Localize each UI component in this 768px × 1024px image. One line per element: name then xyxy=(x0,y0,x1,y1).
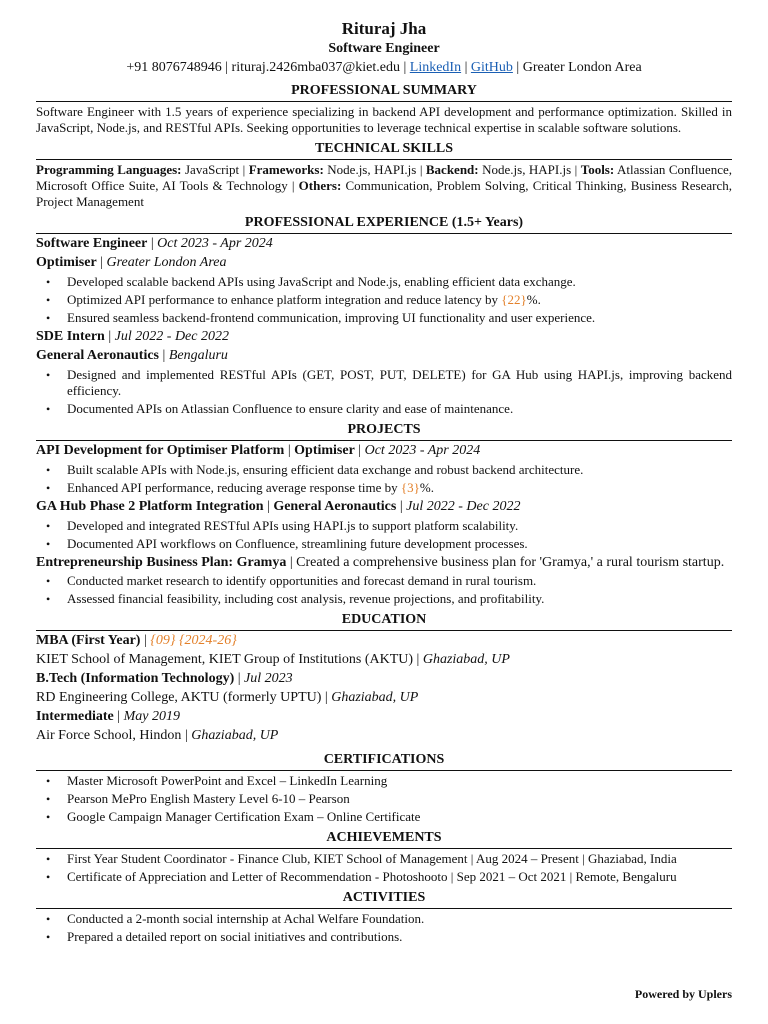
powered-by-footer: Powered by Uplers xyxy=(634,987,732,1001)
skill-label: Others: xyxy=(298,178,342,193)
list-item: • Documented APIs on Atlassian Confluence to ensure clarity and ease of maintenance. xyxy=(67,401,732,417)
section-heading-activities: ACTIVITIES xyxy=(36,889,732,909)
activity-list xyxy=(36,911,732,945)
project-org: General Aeronautics xyxy=(273,499,397,514)
list-item: • First Year Student Coordinator - Finance Club, KIET School of Management | Aug 2024 – Present | Ghaziabad, India xyxy=(67,851,732,867)
job-dates: Oct 2023 - Apr 2024 xyxy=(157,236,273,251)
project-title: Entrepreneurship Business Plan: Gramya xyxy=(36,555,287,570)
job-role: Software Engineer xyxy=(36,236,148,251)
job-location: Greater London Area xyxy=(106,255,227,270)
list-item: • Developed scalable backend APIs using JavaScript and Node.js, enabling efficient data exchange. xyxy=(67,274,732,290)
project-header: API Development for Optimiser Platform | Optimiser | Oct 2023 - Apr 2024 xyxy=(36,443,481,458)
bullet-text: %. xyxy=(419,480,434,495)
project-bullets xyxy=(36,518,732,552)
location: Greater London Area xyxy=(522,60,642,75)
resume-page xyxy=(36,18,732,947)
skill-value: JavaScript xyxy=(185,162,240,177)
list-item: • Designed and implemented RESTful APIs (GET, POST, PUT, DELETE) for GA Hub using HAPI.js, improving backend efficiency. xyxy=(67,367,732,399)
list-item: • Certificate of Appreciation and Letter of Recommendation - Photoshooto | Sep 2021 – Oct 2021 | Remote, Bengaluru xyxy=(67,869,732,885)
section-heading-achievements: ACHIEVEMENTS xyxy=(36,829,732,849)
list-item: • Developed and integrated RESTful APIs using HAPI.js to support platform scalability. xyxy=(67,518,732,534)
project-bullets xyxy=(36,462,732,496)
linkedin-link[interactable]: LinkedIn xyxy=(409,60,462,75)
list-item: • Assessed financial feasibility, including cost analysis, revenue projections, and profitability. xyxy=(67,591,732,607)
job-header: SDE Intern | Jul 2022 - Dec 2022 xyxy=(36,329,229,344)
list-item: • Conducted a 2-month social internship at Achal Welfare Foundation. xyxy=(67,911,732,927)
bullet-text: Enhanced API performance, reducing average response time by xyxy=(67,480,401,495)
degree: B.Tech (Information Technology) xyxy=(36,671,235,686)
education-school-line: KIET School of Management, KIET Group of Institutions (AKTU) | Ghaziabad, UP xyxy=(36,652,510,667)
education-header: MBA (First Year) | {09} {2024-26} xyxy=(36,633,237,648)
school-name: KIET School of Management, KIET Group of Institutions (AKTU) xyxy=(36,652,414,667)
job-bullets xyxy=(36,367,732,417)
placeholder-value: {3} xyxy=(400,480,420,495)
summary-text: Software Engineer with 1.5 years of experience specializing in backend API development and performance optimization. Skilled in JavaScript, Node.js, and RESTful APIs. Seeking opportunities to leverage technical expertise in scalable software solutions. xyxy=(36,104,732,135)
skills-text: Programming Languages: JavaScript | Frameworks: Node.js, HAPI.js | Backend: Node.js, HAPI.js | Tools: Atlassian Confluence, Microsoft Office Suite, AI Tools & Technology | Others: Communication, Problem Solving, Critical Thinking, Business Research, Project Management xyxy=(36,162,733,209)
list-item: • Ensured seamless backend-frontend communication, improving UI functionality and user experience. xyxy=(67,310,732,326)
project-title: GA Hub Phase 2 Platform Integration xyxy=(36,499,264,514)
skill-label: Programming Languages: xyxy=(36,162,182,177)
job-company-line: Optimiser | Greater London Area xyxy=(36,255,227,270)
school-location: Ghaziabad, UP xyxy=(331,690,419,705)
skill-value: Communication, Problem Solving, Critical Thinking, Business Research, Project Management xyxy=(36,178,733,209)
school-location: Ghaziabad, UP xyxy=(422,652,510,667)
school-location: Ghaziabad, UP xyxy=(191,728,279,743)
list-item: • Google Campaign Manager Certification Exam – Online Certificate xyxy=(67,809,732,825)
education-school-line: Air Force School, Hindon | Ghaziabad, UP xyxy=(36,728,279,743)
skill-value: Atlassian Confluence, Microsoft Office Suite, AI Tools & Technology xyxy=(36,162,732,193)
degree: Intermediate xyxy=(36,709,114,724)
education-meta: Jul 2023 xyxy=(244,671,293,686)
github-link[interactable]: GitHub xyxy=(470,60,513,75)
list-item xyxy=(67,480,732,496)
project-org: Optimiser xyxy=(294,443,355,458)
list-item xyxy=(67,292,732,308)
skill-value: Node.js, HAPI.js xyxy=(482,162,572,177)
placeholder-value: {22} xyxy=(501,292,527,307)
section-heading-experience: PROFESSIONAL EXPERIENCE (1.5+ Years) xyxy=(36,214,732,234)
job-header: Software Engineer | Oct 2023 - Apr 2024 xyxy=(36,236,273,251)
certification-list xyxy=(36,773,732,825)
skill-label: Tools: xyxy=(580,162,615,177)
skill-label: Backend: xyxy=(425,162,479,177)
job-company-line: General Aeronautics | Bengaluru xyxy=(36,348,228,363)
education-header: Intermediate | May 2019 xyxy=(36,709,180,724)
project-dates: Jul 2022 - Dec 2022 xyxy=(406,499,521,514)
phone-number: +91 8076748946 xyxy=(126,60,222,75)
project-header: GA Hub Phase 2 Platform Integration | General Aeronautics | Jul 2022 - Dec 2022 xyxy=(36,499,521,514)
job-dates: Jul 2022 - Dec 2022 xyxy=(114,329,229,344)
list-item: • Master Microsoft PowerPoint and Excel – LinkedIn Learning xyxy=(67,773,732,789)
list-item: • Documented API workflows on Confluence, streamlining future development processes. xyxy=(67,536,732,552)
bullet-text: %. xyxy=(526,292,541,307)
job-company: Optimiser xyxy=(36,255,97,270)
job-location: Bengaluru xyxy=(168,348,228,363)
candidate-title: Software Engineer xyxy=(328,41,440,56)
skill-label: Frameworks: xyxy=(248,162,324,177)
education-school-line: RD Engineering College, AKTU (formerly UPTU) | Ghaziabad, UP xyxy=(36,690,419,705)
list-item: • Prepared a detailed report on social initiatives and contributions. xyxy=(67,929,732,945)
skill-value: Node.js, HAPI.js xyxy=(327,162,417,177)
bullet-text: Optimized API performance to enhance platform integration and reduce latency by xyxy=(67,292,502,307)
section-heading-education: EDUCATION xyxy=(36,611,732,631)
education-meta: May 2019 xyxy=(123,709,180,724)
job-role: SDE Intern xyxy=(36,329,105,344)
project-bullets xyxy=(36,573,732,607)
project-header: Entrepreneurship Business Plan: Gramya | Created a comprehensive business plan for 'Gramya,' a rural tourism startup. xyxy=(36,555,725,570)
section-heading-projects: PROJECTS xyxy=(36,421,732,441)
contact-line: +91 8076748946 | rituraj.2426mba037@kiet.edu | LinkedIn | GitHub | Greater London Area xyxy=(126,60,642,75)
education-meta: {09} {2024-26} xyxy=(150,633,237,648)
project-description: Created a comprehensive business plan for 'Gramya,' a rural tourism startup. xyxy=(296,555,725,570)
section-heading-summary: PROFESSIONAL SUMMARY xyxy=(36,82,732,102)
section-heading-skills: TECHNICAL SKILLS xyxy=(36,140,732,160)
education-header: B.Tech (Information Technology) | Jul 2023 xyxy=(36,671,293,686)
job-company: General Aeronautics xyxy=(36,348,160,363)
school-name: Air Force School, Hindon xyxy=(36,728,182,743)
list-item: • Conducted market research to identify opportunities and forecast demand in rural tourism. xyxy=(67,573,732,589)
achievement-list xyxy=(36,851,732,885)
list-item: • Built scalable APIs with Node.js, ensuring efficient data exchange and robust backend architecture. xyxy=(67,462,732,478)
candidate-name: Rituraj Jha xyxy=(341,19,427,38)
email-address: rituraj.2426mba037@kiet.edu xyxy=(231,60,400,75)
school-name: RD Engineering College, AKTU (formerly UPTU) xyxy=(36,690,322,705)
project-dates: Oct 2023 - Apr 2024 xyxy=(364,443,481,458)
project-title: API Development for Optimiser Platform xyxy=(36,443,285,458)
list-item: • Pearson MePro English Mastery Level 6-10 – Pearson xyxy=(67,791,732,807)
degree: MBA (First Year) xyxy=(36,633,141,648)
section-heading-certifications: CERTIFICATIONS xyxy=(36,751,732,771)
job-bullets xyxy=(36,274,732,326)
